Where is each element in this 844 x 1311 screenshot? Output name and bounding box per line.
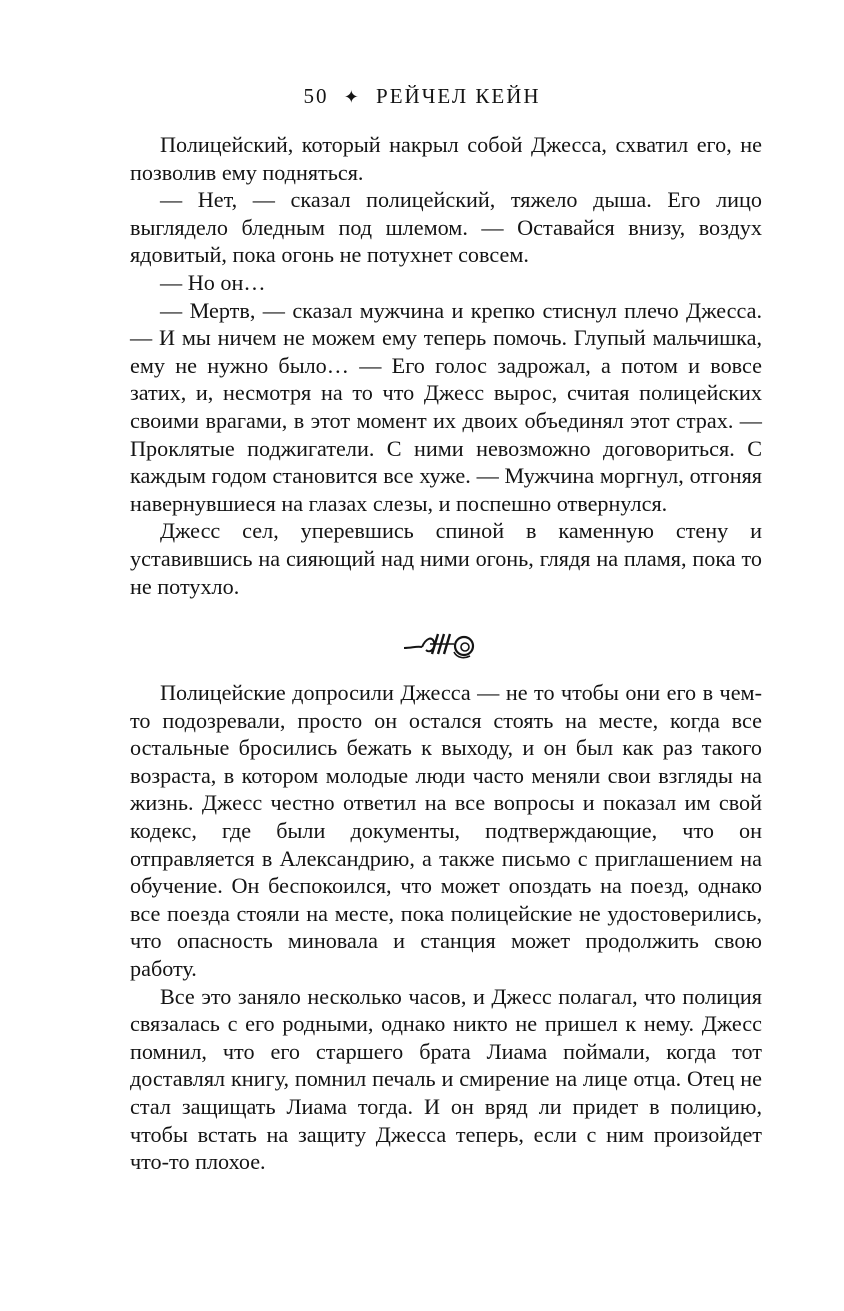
paragraph: Джесс сел, уперевшись спиной в каменную стену и уставившись на сияющий над ними огонь, глядя на пламя, пока то не потухло.	[130, 518, 762, 599]
author-name: РЕЙЧЕЛ КЕЙН	[376, 84, 541, 108]
page-number: 50	[303, 84, 329, 108]
separator-star-icon: ✦	[343, 87, 361, 107]
paragraph: — Мертв, — сказал мужчина и крепко стиснул плечо Джесса. — И мы ничем не можем ему теперь помочь. Глупый мальчишка, ему не нужно было… — Его голос задрожал, а потом и вовсе затих, и, несмотря на то что Джесс вырос, считая полицейских своими врагами, в этот момент их двоих объединял этот страх. — Проклятые поджигатели. С ними невозможно договориться. С каждым годом становится все хуже. — Мужчина моргнул, отгоняя навернувшиеся на глазах слезы, и поспешно отвернулся.	[130, 297, 762, 516]
paragraph: Полицейские допросили Джесса — не то чтобы они его в чем-то подозревали, просто он остался стоять на месте, когда все остальные бросились бежать к выходу, и он был как раз такого возраста, в котором молодые люди часто меняли свои взгляды на жизнь. Джесс честно ответил на все вопросы и показал им свой кодекс, где были документы, подтверждающие, что он отправляется в Александрию, а также письмо с приглашением на обучение. Он беспокоился, что может опоздать на поезд, однако все поезда стояли на месте, пока полицейские не удостоверились, что опасность миновала и станция может продолжить свою работу.	[130, 680, 762, 981]
running-head	[0, 84, 844, 109]
paragraph: — Но он…	[160, 269, 266, 295]
paragraph: Все это заняло несколько часов, и Джесс полагал, что полиция связалась с его родными, однако никто не пришел к нему. Джесс помнил, что его старшего брата Лиама поймали, когда тот доставлял книгу, помнил печаль и смирение на лице отца. Отец не стал защищать Лиама тогда. И он вряд ли придет в полицию, чтобы встать на защиту Джесса теперь, если с ним произойдет что-то плохое.	[130, 983, 762, 1175]
fleuron-ornament-icon	[402, 628, 482, 664]
paragraph: Полицейский, который накрыл собой Джесса, схватил его, не позволив ему подняться.	[130, 132, 762, 185]
paragraph: — Нет, — сказал полицейский, тяжело дыша. Его лицо выглядело бледным под шлемом. — Оставайся внизу, воздух ядовитый, пока огонь не потухнет совсем.	[130, 187, 762, 268]
text-section-2	[130, 679, 762, 1176]
text-section-1	[130, 131, 762, 600]
